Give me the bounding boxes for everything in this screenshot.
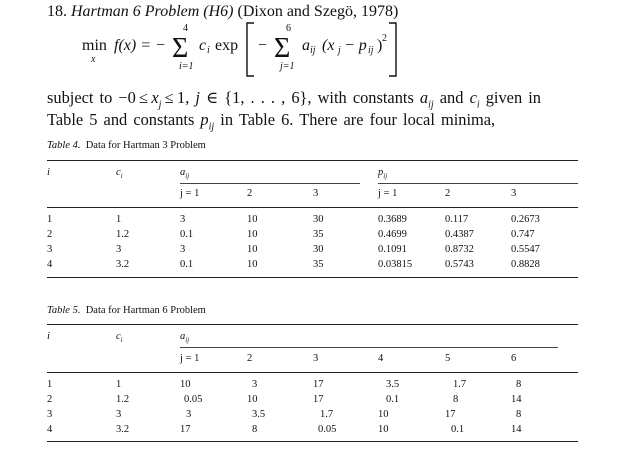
table4-p-sub-2: 2 bbox=[445, 188, 451, 199]
table4-a-sub-2: 2 bbox=[247, 188, 253, 199]
table5-col-c: $c_i$ bbox=[116, 331, 123, 345]
eq-sum2-upper: 6 bbox=[286, 23, 291, 34]
table4-a-subrule bbox=[180, 183, 360, 184]
table5-a-sub-1: j = 1 bbox=[180, 353, 200, 364]
table4-col-i: i bbox=[47, 167, 50, 178]
table4-caption: Table 4. Data for Hartman 3 Problem bbox=[47, 140, 206, 151]
table5-a-sub-3: 3 bbox=[313, 353, 319, 364]
eq-sum1-lower: i=1 bbox=[179, 61, 194, 72]
table4-group-a: $a_{ij}$ bbox=[180, 167, 190, 181]
eq-minus: − bbox=[258, 37, 268, 54]
table4-p-sub-3: 3 bbox=[511, 188, 517, 199]
eq-right-bracket bbox=[389, 23, 396, 76]
table4-p-subrule bbox=[378, 183, 578, 184]
eq-sum1-sigma: Σ bbox=[172, 33, 189, 64]
problem-citation: (Dixon and Szegö, 1978) bbox=[237, 3, 399, 20]
eq-sum1-upper: 4 bbox=[183, 23, 188, 34]
table5-header-rule bbox=[47, 372, 578, 373]
svg-text:ij: ij bbox=[368, 45, 374, 56]
table4-group-p: $p_{ij}$ bbox=[378, 167, 388, 181]
table4-a-sub-1: j = 1 bbox=[180, 188, 200, 199]
eq-c-sub: i bbox=[207, 45, 210, 56]
eq-sum2-sigma: Σ bbox=[274, 33, 291, 64]
table4-col-c: $c_i$ bbox=[116, 167, 123, 181]
svg-text:): ) bbox=[377, 37, 383, 54]
table5-a-sub-4: 4 bbox=[378, 353, 384, 364]
problem-heading bbox=[47, 3, 398, 21]
eq-min-sub: x bbox=[91, 54, 96, 65]
table5-a-sub-5: 5 bbox=[445, 353, 451, 364]
eq-paren: (x bbox=[322, 37, 335, 54]
table5-a-sub-6: 6 bbox=[511, 353, 517, 364]
table4-a-sub-3: 3 bbox=[313, 188, 319, 199]
table4-bottom-rule bbox=[47, 277, 578, 278]
table5-group-a: $a_{ij}$ bbox=[180, 331, 190, 345]
table5-a-subrule bbox=[180, 347, 558, 348]
body-line-2: Table 5 and constants $p_{ij}$ in Table 6. There are four local minima, bbox=[47, 110, 496, 133]
table4-top-rule bbox=[47, 160, 578, 161]
problem-name: Hartman 6 Problem (H6) bbox=[71, 3, 234, 20]
eq-c: c bbox=[199, 37, 207, 54]
table5-caption: Table 5. Data for Hartman 6 Problem bbox=[47, 305, 206, 316]
eq-exp: exp bbox=[215, 37, 239, 54]
eq-min: min bbox=[82, 37, 107, 54]
table5-a-sub-2: 2 bbox=[247, 353, 253, 364]
table4-header-rule bbox=[47, 207, 578, 208]
eq-exponent: 2 bbox=[382, 33, 387, 44]
eq-a-sub: ij bbox=[310, 45, 316, 56]
eq-sum2-lower: j=1 bbox=[280, 61, 295, 72]
eq-left-bracket bbox=[247, 23, 254, 76]
svg-text:− p: − p bbox=[344, 37, 367, 54]
table5-top-rule bbox=[47, 324, 578, 325]
body-line-1: subject to $-0 \le x_j \le 1$, j ∈ {1, . . . , 6}, with constants $a_{ij}$ and $c_i$ given in bbox=[47, 88, 541, 111]
table5-col-i: i bbox=[47, 331, 50, 342]
table5-bottom-rule bbox=[47, 441, 578, 442]
eq-a: a bbox=[302, 37, 310, 54]
problem-number: 18. bbox=[47, 3, 67, 20]
eq-fx: f(x) = − bbox=[114, 37, 166, 54]
svg-text:j: j bbox=[338, 45, 341, 56]
table4-p-sub-1: j = 1 bbox=[378, 188, 398, 199]
objective-equation bbox=[82, 20, 402, 80]
